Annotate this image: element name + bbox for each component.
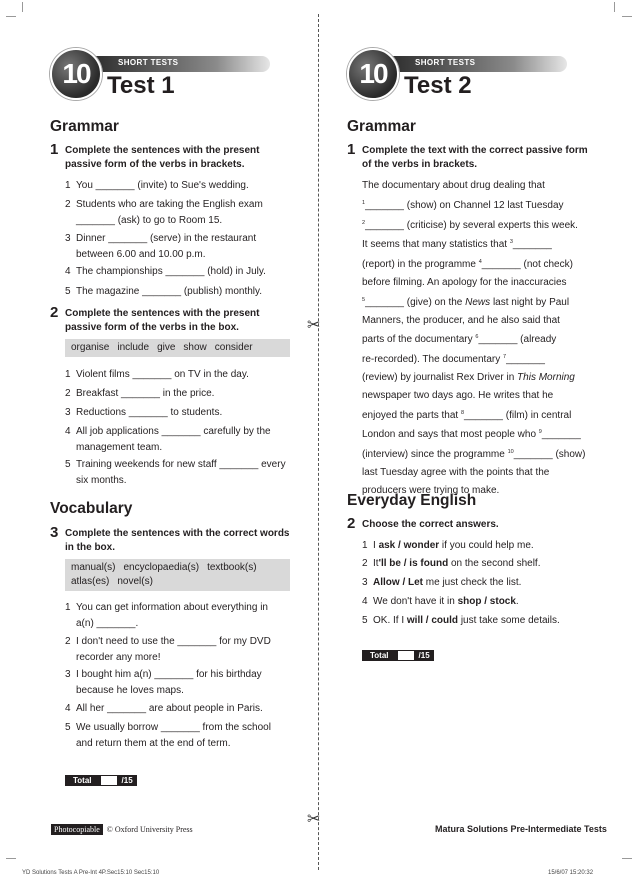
task-instruction: Complete the sentences with the present passive form of the verbs in the box. xyxy=(65,308,260,333)
task-instruction: Complete the sentences with the correct words in the box. xyxy=(65,528,290,553)
list-item: 3 Reductions _______ to students. xyxy=(65,407,223,418)
choice-option[interactable]: shop xyxy=(457,596,482,607)
unit-badge xyxy=(347,48,399,100)
choice-option[interactable]: stock xyxy=(489,596,516,607)
task-instruction: Choose the correct answers. xyxy=(362,519,499,530)
task-number: 2 xyxy=(347,515,356,532)
list-item: 5 We usually borrow _______ from the school and return them at the end of term. xyxy=(65,722,271,749)
total-score: Total /15 xyxy=(65,775,137,786)
list-item: 2 Breakfast _______ in the price. xyxy=(65,388,215,399)
banner-label: SHORT TESTS xyxy=(415,58,476,67)
choice-option[interactable]: could xyxy=(431,615,459,626)
short-tests-banner xyxy=(387,56,567,72)
list-item: 2 I don't need to use the _______ for my DVD recorder any more! xyxy=(65,636,271,663)
list-item: 4 We don't have it in shop / stock. xyxy=(362,596,519,607)
test-title: Test 2 xyxy=(404,72,472,99)
list-item: 4 All job applications _______ carefully by the management team. xyxy=(65,426,271,453)
list-item: 4 All her _______ are about people in Paris. xyxy=(65,703,263,714)
vocabulary-heading: Vocabulary xyxy=(50,500,133,517)
list-item: 1 Violent films _______ on TV in the day. xyxy=(65,369,249,380)
publisher-label: © Oxford University Press xyxy=(106,825,193,834)
print-timestamp: 15/6/07 15:20:32 xyxy=(548,870,594,876)
word-box: manual(s) encyclopaedia(s) textbook(s) atlas(es) novel(s) xyxy=(65,559,290,591)
score-field[interactable] xyxy=(100,775,118,786)
choice-option[interactable]: is found xyxy=(409,558,449,569)
short-tests-banner xyxy=(90,56,270,72)
choice-option[interactable]: wonder xyxy=(403,540,440,551)
banner-label: SHORT TESTS xyxy=(118,58,179,67)
choice-option[interactable]: will xyxy=(406,615,424,626)
crop-mark xyxy=(622,16,632,17)
test-title: Test 1 xyxy=(107,72,175,99)
scissors-icon: ✂ xyxy=(307,317,321,334)
crop-mark xyxy=(622,858,632,859)
choice-option[interactable]: Allow xyxy=(373,577,400,588)
list-item: 3 Allow / Let me just check the list. xyxy=(362,577,522,588)
task-number: 1 xyxy=(347,141,356,158)
series-title: Matura Solutions Pre-Intermediate Tests xyxy=(435,824,607,834)
grammar-heading: Grammar xyxy=(347,118,416,135)
scissors-icon: ✂ xyxy=(307,811,321,828)
choice-option[interactable]: Let xyxy=(408,577,424,588)
list-item: 5 OK. If I will / could just take some details. xyxy=(362,615,560,626)
cut-line xyxy=(318,14,319,870)
choice-option[interactable]: 'll be xyxy=(378,558,401,569)
unit-number: 10 xyxy=(359,58,387,89)
crop-mark xyxy=(6,16,16,17)
list-item: 1 I ask / wonder if you could help me. xyxy=(362,540,534,551)
list-item: 1 You can get information about everything in a(n) _______. xyxy=(65,602,268,629)
list-item: 5 Training weekends for new staff _______ every six months. xyxy=(65,459,286,486)
crop-mark xyxy=(22,2,23,12)
task-number: 3 xyxy=(50,524,59,541)
list-item: 1 You _______ (invite) to Sue's wedding. xyxy=(65,180,249,191)
task-instruction: Complete the sentences with the present passive form of the verbs in brackets. xyxy=(65,145,260,170)
choice-option[interactable]: ask xyxy=(378,540,396,551)
score-field[interactable] xyxy=(397,650,415,661)
task-number: 2 xyxy=(50,304,59,321)
list-item: 4 The championships _______ (hold) in July. xyxy=(65,266,266,277)
list-item: 3 Dinner _______ (serve) in the restaurant between 6.00 and 10.00 p.m. xyxy=(65,233,257,260)
print-slug: YD Solutions Tests A Pre-Int 4P.Sec15:10 Sec15:10 xyxy=(22,870,160,876)
photocopiable-label: Photocopiable xyxy=(51,824,103,835)
gap-fill-passage: The documentary about drug dealing that $^1$_______ (show) on Channel 12 last Tuesday $^2$_______ (criticise) by several experts this week. It seems that many statistics that $^3$_______ (report) in the programme $^4$_______ (not check) before filming. An apology for the inaccuracies $^5$_______ (give) on the News last night by Paul Manners, the producer, and he also said that parts of the documentary $^6$_______ (already re-recorded). The documentary $^7$_______ (review) by journalist Rex Driver in This Morning newspaper two days ago. He writes that he enjoyed the parts that $^8$_______ (film) in central London and says that most people who $^9$_______ (interview) since the programme $^{10}$_______ (show) last Tuesday agree with the points that the producers were trying to make. xyxy=(362,180,586,496)
crop-mark xyxy=(614,2,615,12)
task-number: 1 xyxy=(50,141,59,158)
list-item: 2 It'll be / is found on the second shelf. xyxy=(362,558,541,569)
list-item: 3 I bought him a(n) _______ for his birthday because he loves maps. xyxy=(65,669,262,696)
word-box: organise include give show consider xyxy=(65,339,290,357)
list-item: 5 The magazine _______ (publish) monthly. xyxy=(65,286,263,297)
footer-copyright xyxy=(51,824,193,835)
unit-number: 10 xyxy=(62,58,90,89)
grammar-heading: Grammar xyxy=(50,118,119,135)
everyday-english-heading: Everyday English xyxy=(347,492,477,509)
total-score: Total /15 xyxy=(362,650,434,661)
task-instruction: Complete the text with the correct passive form of the verbs in brackets. xyxy=(362,145,588,170)
unit-badge xyxy=(50,48,102,100)
list-item: 2 Students who are taking the English exam _______ (ask) to go to Room 15. xyxy=(65,199,263,226)
crop-mark xyxy=(6,858,16,859)
